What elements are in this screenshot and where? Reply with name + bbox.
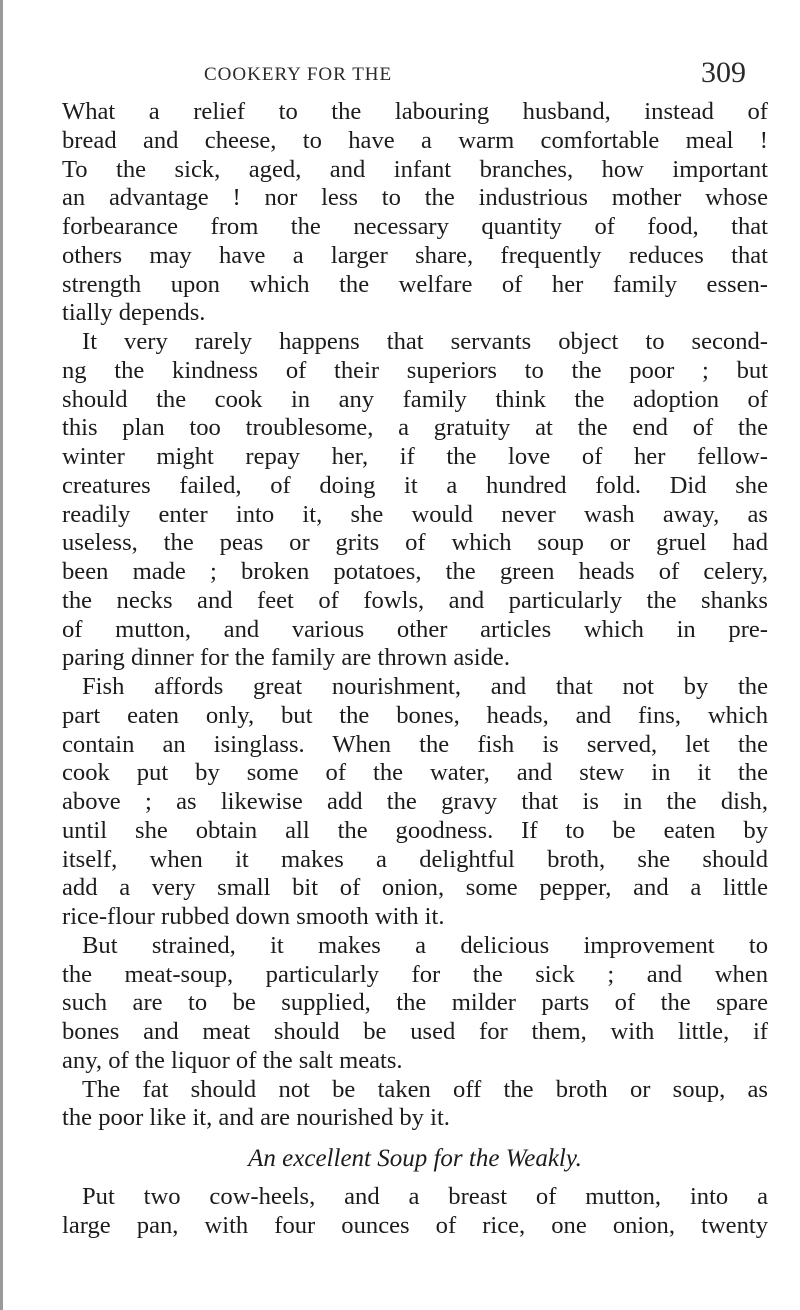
text-line: cook put by some of the water, and stew in it the bbox=[62, 759, 768, 787]
running-head-title: COOKERY FOR THE bbox=[204, 64, 393, 85]
text-line: of mutton, and various other articles which in pre- bbox=[62, 615, 768, 643]
text-line: large pan, with four ounces of rice, one onion, twenty bbox=[62, 1211, 768, 1239]
running-head bbox=[62, 54, 768, 98]
text-line: bread and cheese, to have a warm comfortable meal ! bbox=[62, 126, 768, 154]
text-line: creatures failed, of doing it a hundred fold. Did she bbox=[62, 471, 768, 499]
text-line: It very rarely happens that servants object to second- bbox=[82, 328, 768, 355]
text-line: strength upon which the welfare of her family essen- bbox=[62, 270, 768, 298]
book-page bbox=[62, 54, 768, 1240]
text-line: Put two cow-heels, and a breast of mutton, into a bbox=[82, 1182, 768, 1210]
text-line: useless, the peas or grits of which soup or gruel had bbox=[62, 529, 768, 557]
text-line: the poor like it, and are nourished by it. bbox=[62, 1104, 450, 1132]
text-line: rice-flour rubbed down smooth with it. bbox=[62, 903, 445, 930]
page-left-edge bbox=[0, 0, 3, 1310]
text-line: above ; as likewise add the gravy that is in the dish, bbox=[62, 788, 768, 815]
text-line: such are to be supplied, the milder parts of the spare bbox=[62, 989, 768, 1017]
text-line: contain an isinglass. When the fish is served, let the bbox=[62, 730, 768, 758]
text-line: bones and meat should be used for them, with little, if bbox=[62, 1018, 768, 1045]
text-line: paring dinner for the family are thrown aside. bbox=[62, 644, 510, 672]
text-line: Fish affords great nourishment, and that not by the bbox=[82, 673, 768, 700]
text-line: should the cook in any family think the adoption of bbox=[62, 385, 768, 413]
text-line: To the sick, aged, and infant branches, how important bbox=[62, 155, 768, 183]
text-line: part eaten only, but the bones, heads, and fins, which bbox=[62, 701, 768, 729]
text-line: tially depends. bbox=[62, 299, 206, 327]
text-line: But strained, it makes a delicious improvement to bbox=[82, 931, 768, 959]
text-line: itself, when it makes a delightful broth, she should bbox=[62, 845, 768, 873]
text-line: add a very small bit of onion, some pepper, and a little bbox=[62, 874, 768, 902]
text-line: ng the kindness of their superiors to the poor ; but bbox=[62, 356, 768, 384]
text-line: forbearance from the necessary quantity of food, that bbox=[62, 213, 768, 240]
text-line: until she obtain all the goodness. If to be eaten by bbox=[62, 816, 768, 844]
section-heading: An excellent Soup for the Weakly. bbox=[248, 1145, 582, 1172]
text-line: readily enter into it, she would never wash away, as bbox=[62, 500, 768, 528]
page-number: 309 bbox=[701, 56, 746, 89]
text-line: this plan too troublesome, a gratuity at the end of the bbox=[62, 414, 768, 442]
text-line: the meat-soup, particularly for the sick ; and when bbox=[62, 960, 768, 988]
text-line: been made ; broken potatoes, the green heads of celery, bbox=[62, 558, 768, 585]
text-line: What a relief to the labouring husband, instead of bbox=[62, 98, 768, 125]
text-line: the necks and feet of fowls, and particularly the shanks bbox=[62, 586, 768, 614]
text-line: winter might repay her, if the love of her fellow- bbox=[62, 443, 768, 470]
text-line: The fat should not be taken off the broth or soup, as bbox=[82, 1075, 768, 1103]
body-text-continued bbox=[62, 1183, 768, 1241]
body-text bbox=[62, 98, 768, 1133]
text-line: any, of the liquor of the salt meats. bbox=[62, 1046, 403, 1074]
text-line: others may have a larger share, frequently reduces that bbox=[62, 241, 768, 269]
text-line: an advantage ! nor less to the industrious mother whose bbox=[62, 184, 768, 212]
